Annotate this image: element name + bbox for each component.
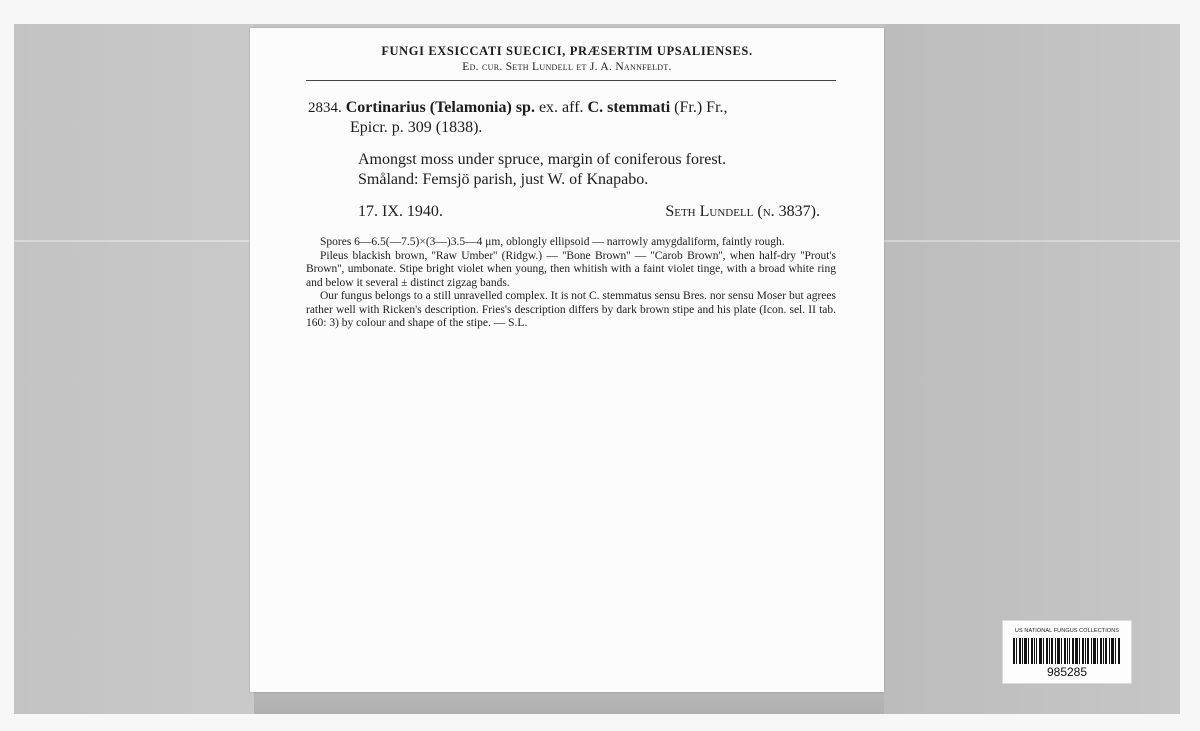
specimen-label xyxy=(250,28,884,692)
species-name: C. stemmati xyxy=(587,99,671,116)
header-rule xyxy=(306,80,836,81)
barcode-caption: US NATIONAL FUNGUS COLLECTIONS xyxy=(1014,628,1120,634)
qualifier-aff: ex. aff. xyxy=(538,99,584,116)
descriptive-notes xyxy=(306,236,836,331)
barcode-icon xyxy=(1013,638,1121,664)
literature-citation: Epicr. p. 309 (1838). xyxy=(350,119,483,136)
spores-note: Spores 6—6.5(—7.5)×(3—)3.5—4 μm, oblongly ellipsoid — narrowly amygdaliform, faintly rough. xyxy=(320,236,785,248)
habitat-locality xyxy=(358,150,848,190)
qualifier-sp: sp. xyxy=(515,99,535,116)
folder-right-flap xyxy=(884,24,1180,714)
collection-date: 17. IX. 1940. xyxy=(358,203,443,220)
series-title: FUNGI EXSICCATI SUECICI, PRÆSERTIM UPSALIENSES. xyxy=(381,44,753,58)
folder-left-flap xyxy=(14,24,254,714)
habitat-line: Amongst moss under spruce, margin of coniferous forest. xyxy=(358,151,727,168)
remarks-note: Our fungus belongs to a still unravelled complex. It is not C. stemmatus sensu Bres. nor sensu Moser but agrees rather well with Ricken's description. Fries's description differs by dark brown stipe and his plate (Icon. sel. II tab. 160: 3) by colour and shape of the stipe. — S.L. xyxy=(306,290,836,329)
species-authority: (Fr.) Fr., xyxy=(674,99,728,116)
collector: Seth Lundell (n. 3837). xyxy=(665,203,820,220)
barcode-label xyxy=(1002,620,1132,684)
locality-line: Småland: Femsjö parish, just W. of Knapabo. xyxy=(358,171,649,188)
genus-section: Cortinarius (Telamonia) xyxy=(345,99,512,116)
barcode-number: 985285 xyxy=(1046,665,1088,679)
taxon-entry xyxy=(308,98,838,138)
pileus-note: Pileus blackish brown, ''Raw Umber'' (Ridgw.) — ''Bone Brown'' — ''Carob Brown'', when half-dry ''Prout's Brown'', umbonate. Stipe bright violet when young, then whitish with a faint violet tinge, with a broad white ring and below it several ± distinct zigzag bands. xyxy=(306,249,836,289)
exsiccata-number: 2834. xyxy=(308,100,342,116)
collection-line xyxy=(358,202,820,222)
editors-line: Ed. cur. Seth Lundell et J. A. Nannfeldt. xyxy=(462,61,672,73)
